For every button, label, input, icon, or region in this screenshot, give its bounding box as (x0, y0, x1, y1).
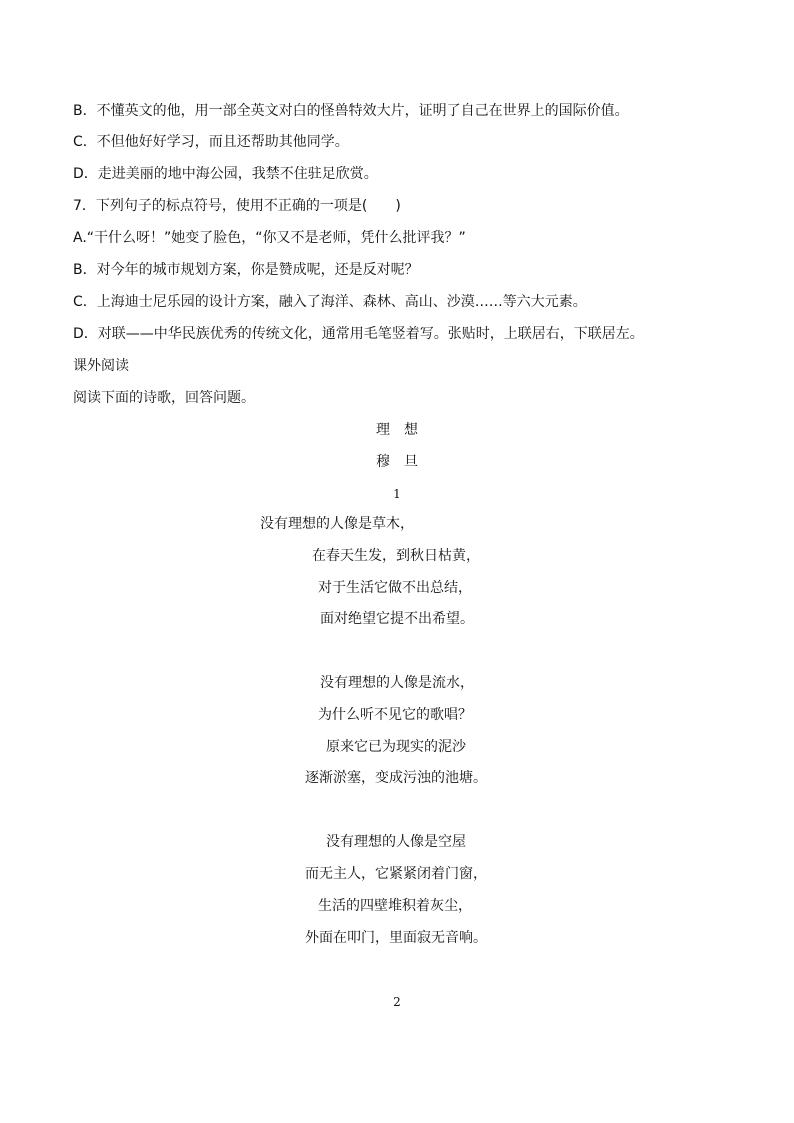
q7-stem: 7．下列句子的标点符号，使用不正确的一项是( ) (73, 198, 401, 214)
poem-author: 穆旦 (376, 454, 432, 470)
poem-line: 而无主人，它紧紧闭着门窗， (305, 866, 487, 882)
section-instruction: 阅读下面的诗歌，回答问题。 (73, 390, 255, 406)
poem-part-number: 1 (393, 487, 401, 501)
q6-option-b: B．不懂英文的他，用一部全英文对白的怪兽特效大片，证明了自己在世界上的国际价值。 (73, 103, 629, 119)
q6-option-d: D．走进美丽的地中海公园，我禁不住驻足欣赏。 (73, 166, 378, 182)
poem-part-number-2: 2 (393, 995, 401, 1009)
poem-line: 没有理想的人像是流水， (320, 675, 474, 691)
q7-option-a: A.“干什么呀！”她变了脸色，“你又不是老师，凭什么批评我？” (73, 230, 466, 246)
poem-line: 生活的四壁堆积着灰尘， (318, 898, 472, 914)
poem-line: 面对绝望它提不出希望。 (320, 611, 474, 627)
poem-line: 没有理想的人像是草木， (260, 516, 414, 532)
poem-line: 对于生活它做不出总结， (318, 580, 472, 596)
q7-option-b: B．对今年的城市规划方案，你是赞成呢，还是反对呢？ (73, 262, 419, 278)
poem-line: 外面在叩门，里面寂无音响。 (305, 930, 487, 946)
poem-line: 在春天生发，到秋日枯黄， (312, 548, 480, 564)
section-heading: 课外阅读 (73, 358, 129, 374)
poem-line: 原来它已为现实的泥沙 (326, 739, 466, 755)
q6-option-c: C．不但他好好学习，而且还帮助其他同学。 (73, 134, 349, 150)
poem-title: 理想 (376, 422, 432, 438)
poem-line: 逐渐淤塞，变成污浊的池塘。 (305, 770, 487, 786)
q7-option-c: C．上海迪士尼乐园的设计方案，融入了海洋、森林、高山、沙漠……等六大元素。 (73, 294, 587, 310)
q7-option-d: D．对联——中华民族优秀的传统文化，通常用毛笔竖着写。张贴时，上联居右，下联居左。 (73, 326, 644, 342)
poem-line: 为什么听不见它的歌唱？ (318, 707, 472, 723)
poem-line: 没有理想的人像是空屋 (326, 834, 466, 850)
